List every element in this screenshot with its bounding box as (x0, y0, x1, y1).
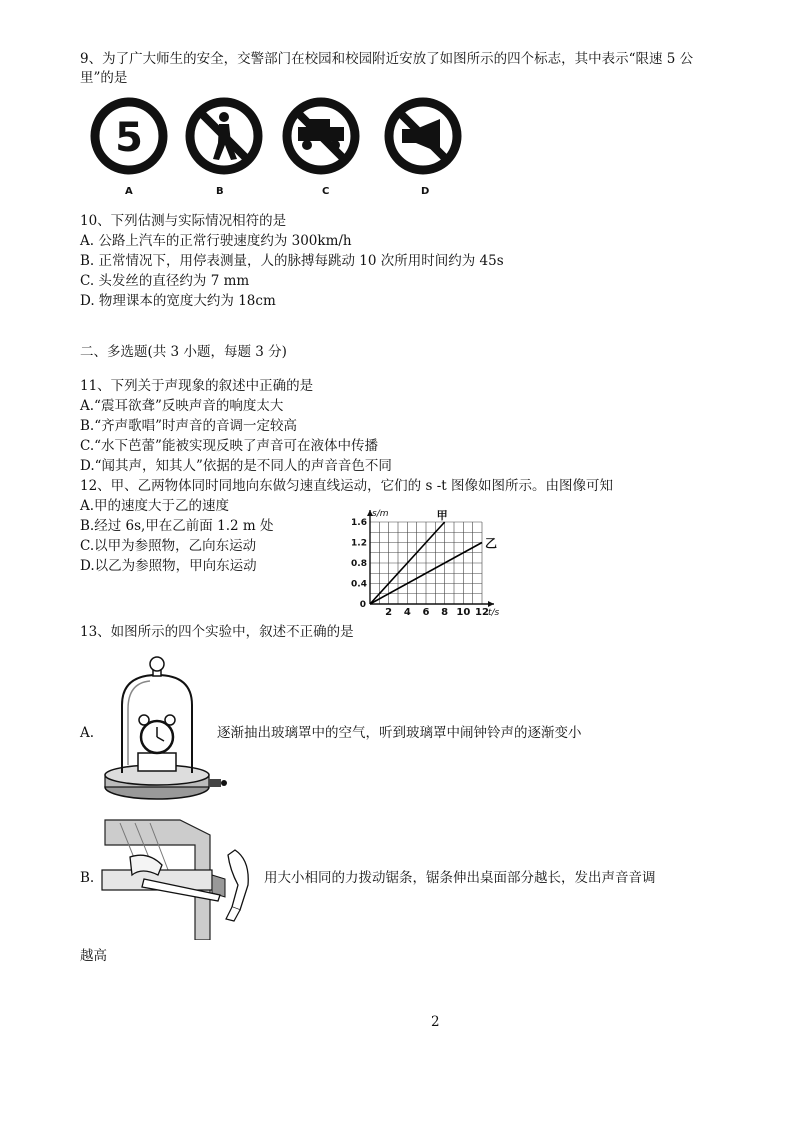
q10-stem: 10、下列估测与实际情况相符的是 (80, 213, 287, 229)
q10-option-d: D. 物理课本的宽度大约为 18cm (80, 293, 276, 309)
origin-label: 0 (359, 600, 366, 610)
x-axis-label: t/s (488, 608, 500, 618)
bell-jar-alarm-clock-figure (100, 655, 230, 803)
series-label-yi: 乙 (485, 536, 498, 551)
q11-option-c: C.“水下芭蕾”能被实现反映了声音可在液体中传播 (80, 438, 378, 454)
no-motor-vehicle-sign (280, 95, 362, 177)
sign-label-c: C (322, 186, 330, 197)
y-axis-label: s/m (372, 509, 389, 519)
q13-option-a-label: A. (80, 725, 95, 741)
y-tick-label: 1.6 (351, 518, 367, 528)
sign-label-a: A (125, 186, 133, 197)
x-tick-label: 2 (385, 607, 393, 618)
x-tick-label: 6 (422, 607, 430, 618)
series-label-jia: 甲 (436, 509, 448, 522)
q12-option-c: C.以甲为参照物，乙向东运动 (80, 538, 257, 554)
q13-option-b-text: 用大小相同的力拨动锯条，锯条伸出桌面部分越长，发出声音音调 (264, 870, 656, 886)
ruler-on-desk-figure (100, 815, 265, 940)
q12-option-d: D.以乙为参照物，甲向东运动 (80, 558, 257, 574)
x-tick-label: 4 (403, 607, 411, 618)
q11-option-b: B.“齐声歌唱”时声音的音调一定较高 (80, 418, 298, 434)
q10-option-a: A. 公路上汽车的正常行驶速度约为 300km/h (80, 233, 352, 249)
q12-option-a: A.甲的速度大于乙的速度 (80, 498, 230, 514)
q12-stem: 12、甲、乙两物体同时同地向东做匀速直线运动，它们的 s -t 图像如图所示。由图像可知 (80, 478, 613, 494)
q10-option-c: C. 头发丝的直径约为 7 mm (80, 273, 250, 289)
y-tick-label: 0.8 (351, 559, 367, 569)
q10-option-b: B. 正常情况下，用停表测量，人的脉搏每跳动 10 次所用时间约为 45s (80, 253, 504, 269)
s-t-graph (340, 504, 515, 622)
y-tick-label: 0.4 (351, 579, 367, 590)
q13-option-b-text-continued: 越高 (80, 948, 107, 964)
q13-stem: 13、如图所示的四个实验中，叙述不正确的是 (80, 624, 354, 640)
q13-option-a-text: 逐渐抽出玻璃罩中的空气，听到玻璃罩中闹钟铃声的逐渐变小 (217, 725, 582, 741)
q11-option-d: D.“闻其声，知其人”依据的是不同人的声音音色不同 (80, 458, 392, 474)
x-tick-label: 10 (456, 607, 471, 618)
sign-a-number: 5 (115, 115, 143, 161)
no-pedestrian-sign (183, 95, 265, 177)
q11-option-a: A.“震耳欲聋”反映声音的响度太大 (80, 398, 284, 414)
speed-limit-5-sign (88, 95, 170, 177)
q11-stem: 11、下列关于声现象的叙述中正确的是 (80, 378, 314, 394)
q9-stem-line2: 里”的是 (80, 70, 128, 86)
sign-label-b: B (216, 186, 224, 197)
sign-label-d: D (421, 186, 430, 197)
page-number: 2 (431, 1014, 440, 1030)
y-tick-label: 1.2 (351, 538, 367, 549)
x-tick-label: 8 (441, 607, 449, 618)
q12-option-b: B.经过 6s,甲在乙前面 1.2 m 处 (80, 518, 274, 534)
section-2-heading: 二、多选题(共 3 小题，每题 3 分) (80, 344, 287, 360)
no-honking-sign (382, 95, 464, 177)
x-tick-label: 12 (475, 607, 489, 618)
q13-option-b-label: B. (80, 870, 95, 886)
q9-stem-line1: 9、为了广大师生的安全，交警部门在校园和校园附近安放了如图所示的四个标志，其中表示“限速 5 公 (80, 51, 694, 67)
